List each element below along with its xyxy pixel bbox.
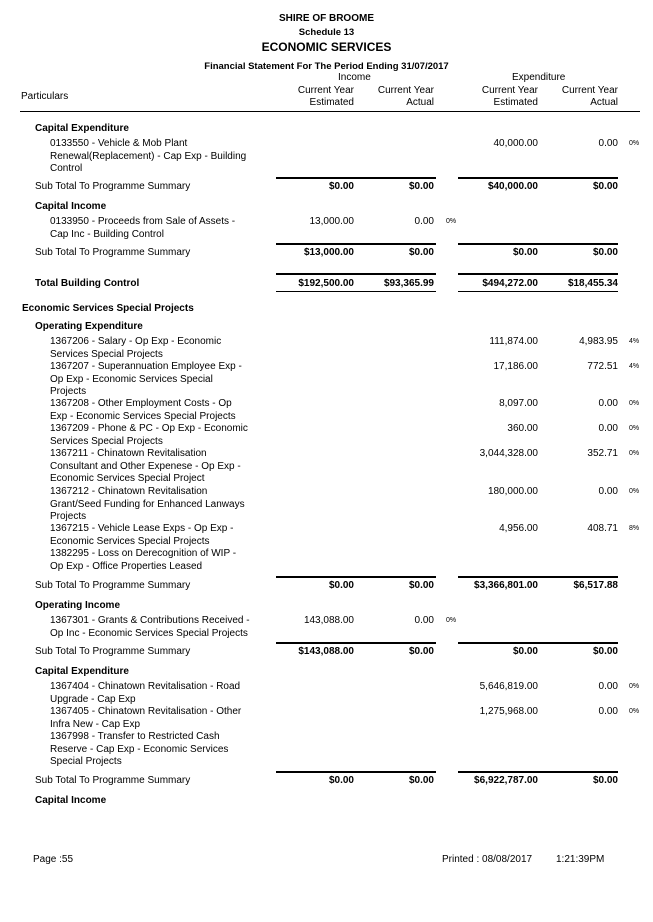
line-item-desc: 1367208 - Other Employment Costs - Op Exp - Economic Services Special Projects [50,398,236,422]
exp-est-value: 5,646,819.00 [479,681,538,692]
line-item-desc: 1367212 - Chinatown Revitalisation Grant/Seed Funding for Enhanced Lanways Projects [50,486,245,522]
subtotal-rule-expenditure [458,243,618,245]
subtotal-exp-est: $0.00 [512,646,538,657]
percent-value: 8% [629,525,640,532]
percent-value: 0% [629,140,640,147]
printed-date: Printed : 08/08/2017 [442,854,533,865]
exp-est-value: 40,000.00 [493,138,538,149]
subtotal-exp-est: $0.00 [512,247,538,258]
particulars-header: Particulars [21,91,69,102]
subtotal-inc-est: $143,088.00 [298,646,354,657]
section-heading: Capital Expenditure [35,123,129,134]
percent-value: 0% [446,617,457,624]
line-item-desc: 1367209 - Phone & PC - Op Exp - Economic Services Special Projects [50,423,248,447]
subtotal-inc-act: $0.00 [408,775,434,786]
exp-est-value: 111,874.00 [489,336,538,347]
line-item-desc: 1382295 - Loss on Derecognition of WIP - Op Exp - Office Properties Leased [50,548,237,572]
statement-title: Financial Statement For The Period Ending 31/07/2017 [204,61,449,72]
subtotal-rule-income [276,771,436,773]
subtotal-label: Sub Total To Programme Summary [35,646,191,657]
total-inc-act: $93,365.99 [383,278,434,289]
subtotal-rule-expenditure [458,177,618,179]
exp-act-value: 0.00 [598,398,618,409]
subtotal-label: Sub Total To Programme Summary [35,181,191,192]
subtotal-rule-expenditure [458,771,618,773]
subtotal-inc-est: $0.00 [328,580,354,591]
inc-act-header-line1: Current Year [377,85,434,96]
program-title: ECONOMIC SERVICES [261,40,392,54]
inc-est-header-line1: Current Year [297,85,354,96]
subtotal-inc-est: $0.00 [328,181,354,192]
exp-est-header-line2: Estimated [493,97,538,108]
total-rule-expenditure-top [458,273,618,275]
total-exp-est: $494,272.00 [482,278,538,289]
section-heading: Capital Income [35,201,107,212]
header-divider [20,111,640,112]
total-rule-expenditure-bottom [458,291,618,292]
subtotal-exp-est: $6,922,787.00 [474,775,538,786]
exp-act-value: 408.71 [587,523,618,534]
line-item-desc: 0133550 - Vehicle & Mob Plant Renewal(Replacement) - Cap Exp - Building Control [50,138,247,174]
total-rule-income-top [276,273,436,275]
exp-est-value: 360.00 [507,423,538,434]
schedule-number: Schedule 13 [298,27,355,38]
subtotal-exp-est: $3,366,801.00 [474,580,538,591]
section-heading: Capital Expenditure [35,666,129,677]
percent-value: 0% [629,400,640,407]
income-header: Income [338,72,371,83]
subtotal-rule-income [276,642,436,644]
percent-value: 4% [629,338,640,345]
line-item-desc: 1367404 - Chinatown Revitalisation - Road Upgrade - Cap Exp [50,681,241,705]
line-item-desc: 1367998 - Transfer to Restricted Cash Reserve - Cap Exp - Economic Services Special Projects [50,731,229,767]
inc-est-value: 13,000.00 [309,216,354,227]
subtotal-rule-expenditure [458,576,618,578]
total-building-control-label: Total Building Control [35,278,140,289]
exp-act-value: 4,983.95 [579,336,618,347]
percent-value: 4% [629,363,640,370]
section-heading: Operating Income [35,600,121,611]
section-heading: Capital Income [35,795,107,806]
exp-act-header-line2: Actual [590,97,618,108]
subtotal-exp-est: $40,000.00 [487,181,538,192]
subtotal-inc-act: $0.00 [408,181,434,192]
exp-est-header-line1: Current Year [481,85,538,96]
subtotal-inc-act: $0.00 [408,580,434,591]
exp-act-value: 0.00 [598,423,618,434]
subtotal-label: Sub Total To Programme Summary [35,775,191,786]
subtotal-exp-act: $0.00 [592,181,618,192]
subtotal-exp-act: $0.00 [592,646,618,657]
subtotal-inc-act: $0.00 [408,247,434,258]
total-exp-act: $18,455.34 [567,278,618,289]
total-inc-est: $192,500.00 [298,278,354,289]
percent-value: 0% [629,683,640,690]
subtotal-rule-income [276,243,436,245]
line-item-desc: 1367405 - Chinatown Revitalisation - Other Infra New - Cap Exp [50,706,242,730]
section-heading: Operating Expenditure [35,321,143,332]
percent-value: 0% [629,708,640,715]
subtotal-inc-est: $13,000.00 [303,247,354,258]
org-name: SHIRE OF BROOME [278,13,374,24]
line-item-desc: 0133950 - Proceeds from Sale of Assets - Cap Inc - Building Control [50,216,236,240]
printed-time: 1:21:39PM [556,854,605,865]
subtotal-label: Sub Total To Programme Summary [35,580,191,591]
subtotal-rule-expenditure [458,642,618,644]
line-item-desc: 1367211 - Chinatown Revitalisation Consultant and Other Expenese - Op Exp - Economic Services Special Project [50,448,241,484]
subtotal-inc-act: $0.00 [408,646,434,657]
subtotal-inc-est: $0.00 [328,775,354,786]
inc-est-header-line2: Estimated [309,97,354,108]
line-item-desc: 1367206 - Salary - Op Exp - Economic Services Special Projects [50,336,222,360]
percent-value: 0% [446,218,457,225]
exp-est-value: 4,956.00 [499,523,538,534]
exp-act-header-line1: Current Year [561,85,618,96]
percent-value: 0% [629,450,640,457]
percent-value: 0% [629,488,640,495]
subtotal-exp-act: $0.00 [592,247,618,258]
percent-value: 0% [629,425,640,432]
subtotal-exp-act: $6,517.88 [573,580,618,591]
inc-act-value: 0.00 [414,216,434,227]
exp-est-value: 180,000.00 [487,486,538,497]
exp-act-value: 0.00 [598,706,618,717]
exp-act-value: 0.00 [598,486,618,497]
line-item-desc: 1367215 - Vehicle Lease Exps - Op Exp - Economic Services Special Projects [50,523,234,547]
line-item-desc: 1367207 - Superannuation Employee Exp - Op Exp - Economic Services Special Projects [50,361,242,397]
exp-est-value: 1,275,968.00 [479,706,538,717]
exp-est-value: 3,044,328.00 [479,448,538,459]
page-number: Page :55 [33,854,74,865]
subtotal-rule-income [276,177,436,179]
subtotal-label: Sub Total To Programme Summary [35,247,191,258]
program-heading: Economic Services Special Projects [22,303,194,314]
total-rule-income-bottom [276,291,436,292]
exp-est-value: 8,097.00 [499,398,538,409]
exp-act-value: 772.51 [587,361,618,372]
exp-act-value: 352.71 [587,448,618,459]
subtotal-rule-income [276,576,436,578]
inc-est-value: 143,088.00 [303,615,354,626]
subtotal-exp-act: $0.00 [592,775,618,786]
exp-act-value: 0.00 [598,681,618,692]
exp-act-value: 0.00 [598,138,618,149]
line-item-desc: 1367301 - Grants & Contributions Received - Op Inc - Economic Services Special Projects [50,615,250,639]
inc-act-header-line2: Actual [406,97,434,108]
exp-est-value: 17,186.00 [493,361,538,372]
inc-act-value: 0.00 [414,615,434,626]
expenditure-header: Expenditure [512,72,566,83]
